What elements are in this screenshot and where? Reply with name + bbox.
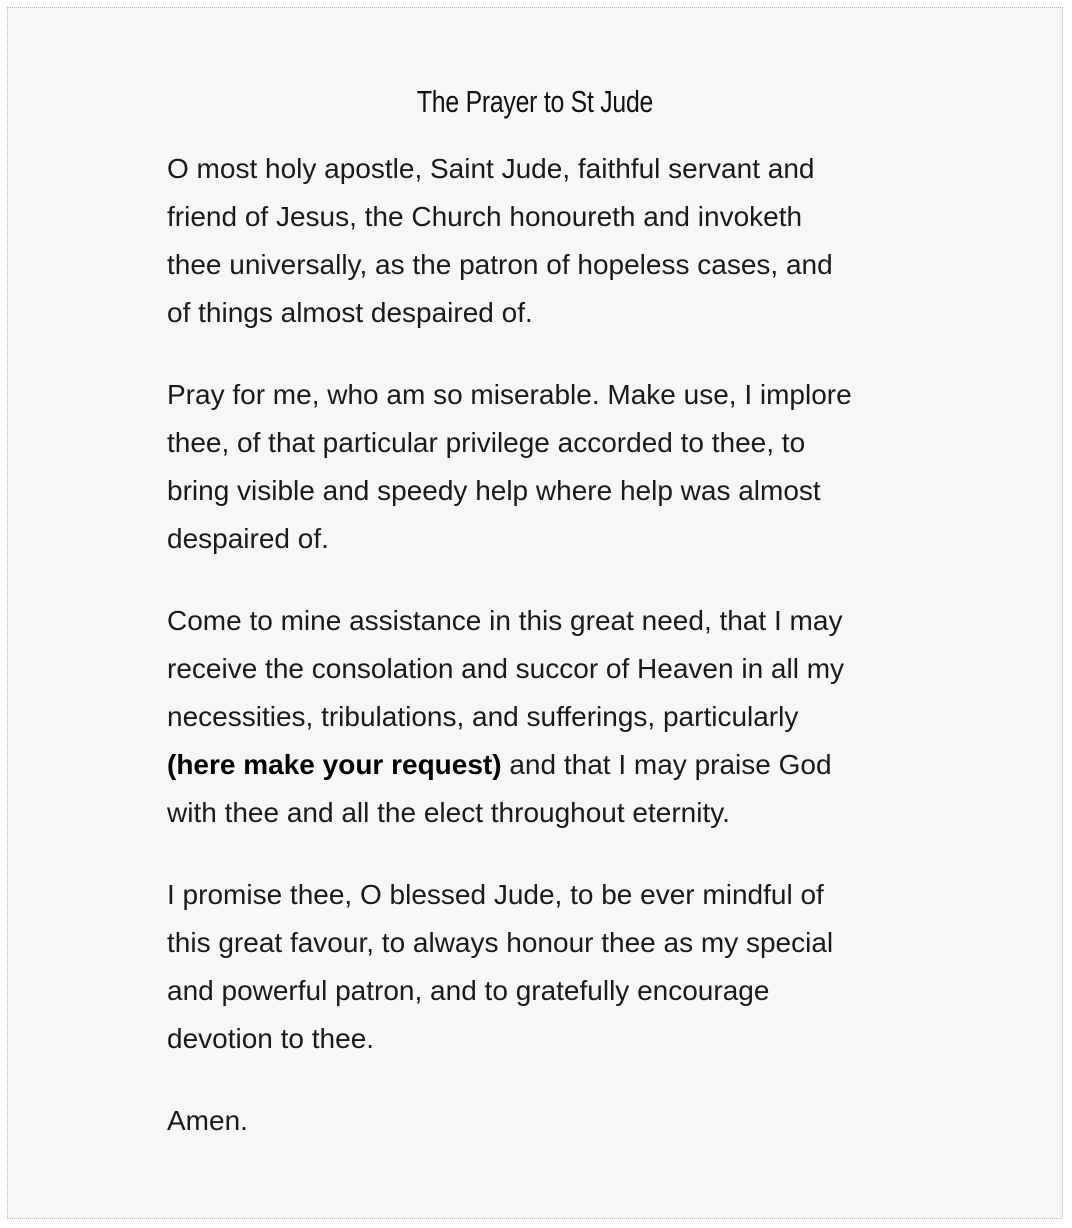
text-line: Come to mine assistance in this great need, that I may <box>167 605 843 636</box>
text-line: bring visible and speedy help where help was almost <box>167 475 821 506</box>
paragraph-amen <box>167 1097 927 1145</box>
text-line: I promise thee, O blessed Jude, to be ever mindful of <box>167 879 824 910</box>
text-line: Pray for me, who am so miserable. Make use, I implore <box>167 379 852 410</box>
text-fragment: and that I may praise God <box>501 749 832 780</box>
text-line-with-request <box>167 741 927 789</box>
text-line: this great favour, to always honour thee as my special <box>167 927 834 958</box>
prayer-card <box>7 7 1063 1219</box>
text-line: friend of Jesus, the Church honoureth and invoketh <box>167 201 803 232</box>
text-line: thee, of that particular privilege accorded to thee, to <box>167 427 806 458</box>
text-line: of things almost despaired of. <box>167 297 533 328</box>
text-line: with thee and all the elect throughout eternity. <box>167 797 730 828</box>
page-title: The Prayer to St Jude <box>416 84 654 119</box>
text-line: thee universally, as the patron of hopeless cases, and <box>167 249 833 280</box>
text-line: despaired of. <box>167 523 329 554</box>
text-line: necessities, tribulations, and sufferings, particularly <box>167 701 799 732</box>
text-line: O most holy apostle, Saint Jude, faithful servant and <box>167 153 815 184</box>
paragraph-4 <box>167 871 927 1063</box>
request-instruction: (here make your request) <box>167 749 502 780</box>
paragraph-2 <box>167 371 927 563</box>
text-line: Amen. <box>167 1105 248 1136</box>
text-line: and powerful patron, and to gratefully encourage <box>167 975 770 1006</box>
paragraph-1 <box>167 145 927 337</box>
text-line: devotion to thee. <box>167 1023 375 1054</box>
prayer-text <box>167 145 927 1179</box>
paragraph-3 <box>167 597 927 837</box>
text-line: receive the consolation and succor of Heaven in all my <box>167 653 845 684</box>
